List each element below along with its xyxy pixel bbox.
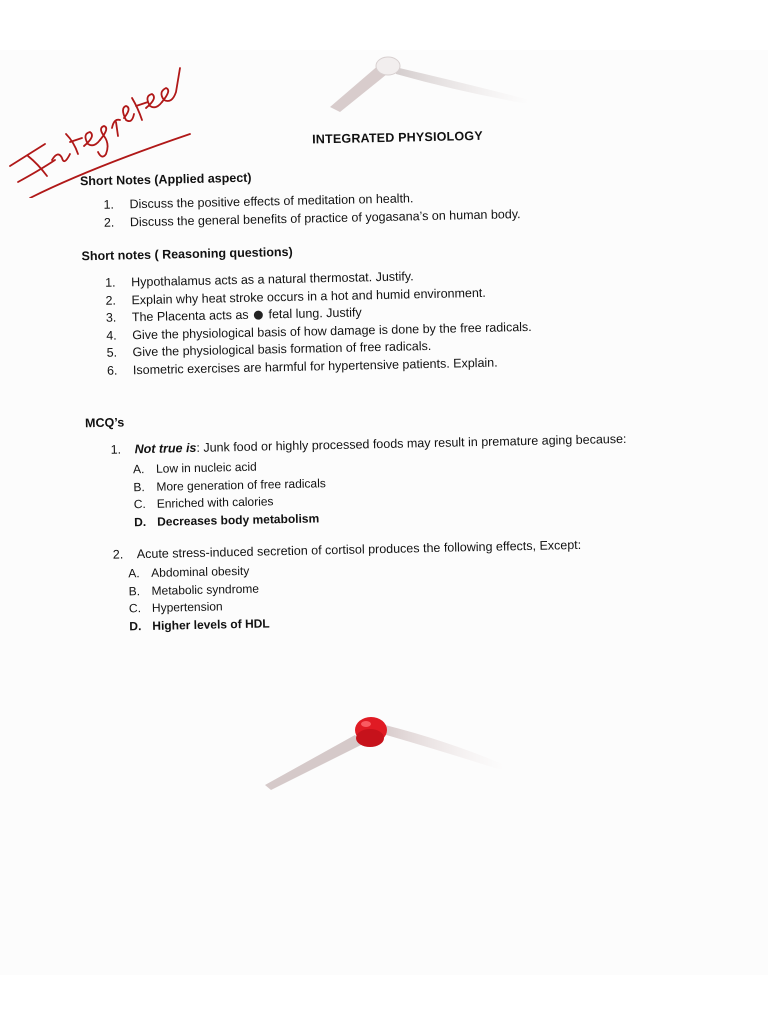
option-label: A. bbox=[128, 566, 148, 580]
reasoning-list bbox=[105, 276, 107, 381]
item-number: 2. bbox=[104, 215, 126, 229]
option-text: Decreases body metabolism bbox=[157, 511, 319, 528]
option-label: B. bbox=[133, 479, 153, 493]
item-text-after: fetal lung. Justify bbox=[268, 305, 361, 321]
option-text: Enriched with calories bbox=[157, 494, 274, 510]
section-heading-mcq: MCQ’s bbox=[85, 415, 124, 430]
option-label: D. bbox=[134, 514, 154, 528]
option-text: Abdominal obesity bbox=[151, 564, 249, 580]
option-text: More generation of free radicals bbox=[156, 476, 326, 494]
option-label: C. bbox=[134, 497, 154, 511]
item-text: Give the physiological basis formation of free radicals. bbox=[132, 339, 431, 359]
question-lead: Not true is bbox=[134, 441, 196, 456]
item-number: 1. bbox=[103, 197, 125, 211]
item-number: 6. bbox=[107, 363, 129, 377]
mcq-1-options bbox=[133, 462, 134, 532]
option-text: Low in nucleic acid bbox=[156, 460, 257, 476]
item-text-before: The Placenta acts as bbox=[132, 308, 249, 324]
section-heading-applied: Short Notes (Applied aspect) bbox=[80, 171, 252, 189]
section-heading-reasoning: Short notes ( Reasoning questions) bbox=[81, 245, 292, 263]
option-label: B. bbox=[128, 583, 148, 597]
item-text: Discuss the positive effects of meditation on health. bbox=[129, 191, 413, 211]
applied-list bbox=[103, 198, 104, 233]
item-text: Explain why heat stroke occurs in a hot and humid environment. bbox=[131, 285, 486, 306]
item-number: 4. bbox=[106, 328, 128, 342]
page-title: INTEGRATED PHYSIOLOGY bbox=[312, 129, 483, 147]
item-number: 1. bbox=[105, 275, 127, 289]
question-text: : Junk food or highly processed foods may result in premature aging because: bbox=[196, 432, 626, 455]
item-text: Isometric exercises are harmful for hypertensive patients. Explain. bbox=[133, 355, 498, 377]
question-text: Acute stress-induced secretion of cortisol produces the following effects, Except: bbox=[137, 538, 582, 561]
item-number: 3. bbox=[106, 310, 128, 324]
ink-blot-icon bbox=[254, 310, 263, 319]
item-text: Discuss the general benefits of practice of yogasana’s on human body. bbox=[130, 207, 521, 229]
question-number: 2. bbox=[113, 547, 124, 561]
item-number: 2. bbox=[105, 293, 127, 307]
option-text: Higher levels of HDL bbox=[152, 616, 270, 632]
item-number: 5. bbox=[106, 345, 128, 359]
mcq-2-options bbox=[128, 566, 129, 636]
option-text: Metabolic syndrome bbox=[151, 581, 259, 597]
question-number: 1. bbox=[110, 442, 121, 456]
option-label: D. bbox=[129, 618, 149, 632]
option-label: A. bbox=[133, 462, 153, 476]
option-label: C. bbox=[129, 601, 149, 615]
item-text: Hypothalamus acts as a natural thermostat. Justify. bbox=[131, 269, 414, 289]
item-text bbox=[132, 305, 362, 324]
option-text: Hypertension bbox=[152, 599, 223, 614]
item-text: Give the physiological basis of how damage is done by the free radicals. bbox=[132, 319, 532, 341]
